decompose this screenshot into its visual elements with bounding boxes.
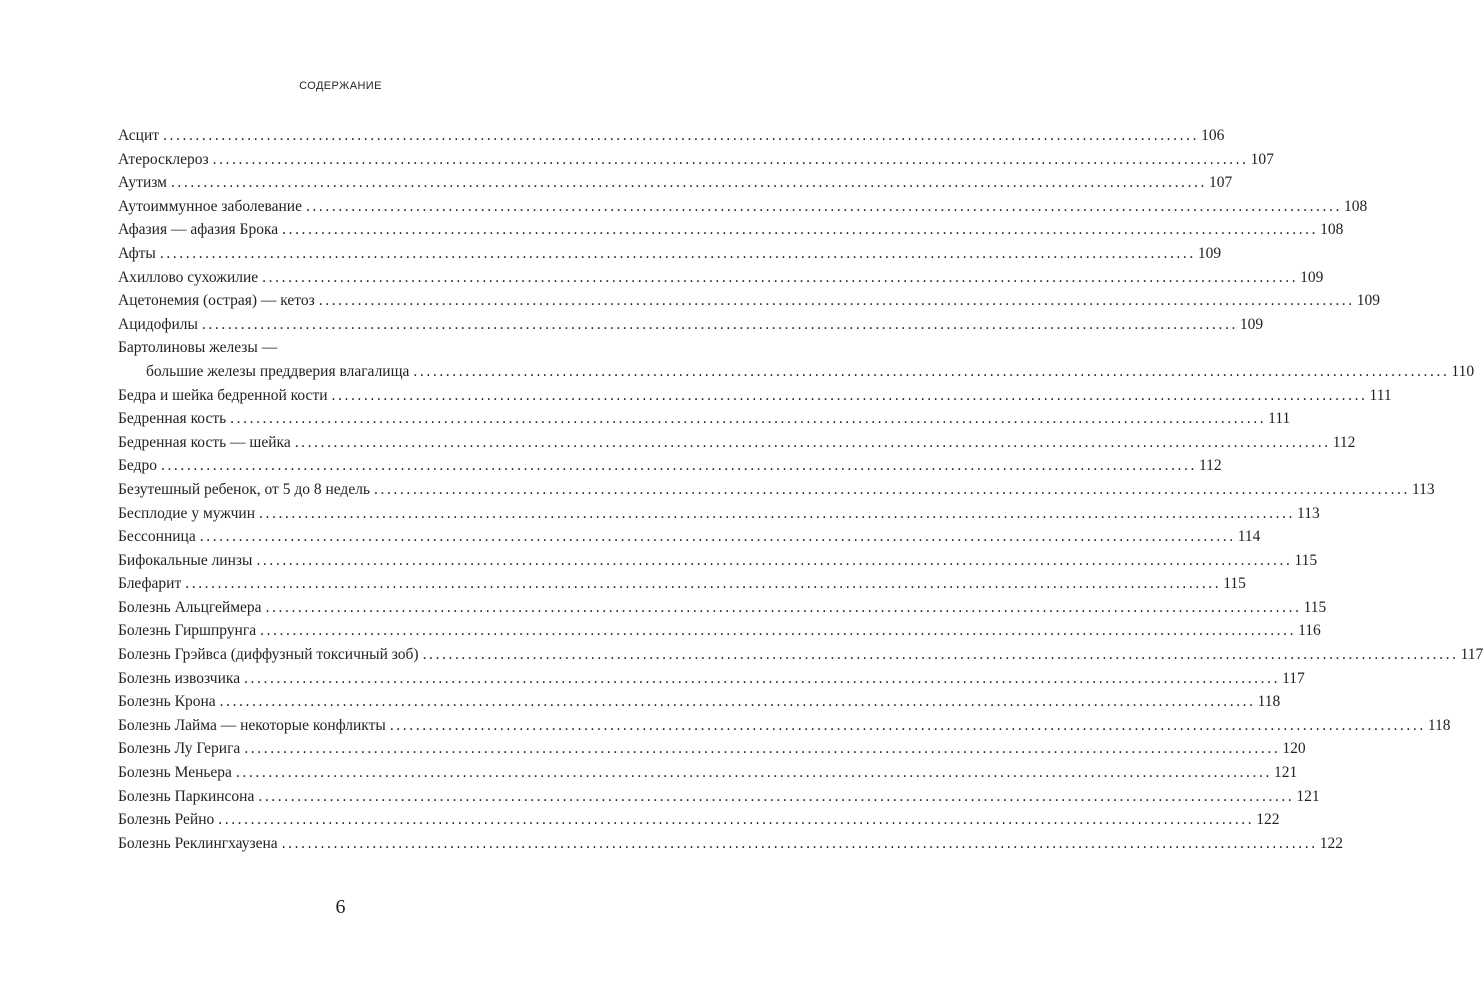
toc-entry-title: Болезнь Лу Герига	[118, 740, 241, 758]
toc-entry-title: Болезнь Гиршпрунга	[118, 622, 257, 640]
toc-line	[118, 596, 1327, 620]
toc-line	[118, 643, 1483, 667]
toc-entry	[118, 502, 1320, 526]
dot-leader: ................................................................................................................................................................	[305, 197, 1342, 215]
toc-entry-page: 117	[1282, 669, 1305, 687]
toc-entry-page: 121	[1273, 764, 1298, 782]
toc-entry	[118, 336, 1475, 383]
toc-entry-title: Ацидофилы	[118, 315, 198, 333]
toc-entry	[118, 785, 1320, 809]
dot-leader: ................................................................................................................................................................	[170, 174, 1207, 192]
toc-entry-page: 122	[1319, 834, 1343, 852]
dot-leader: ................................................................................................................................................................	[256, 551, 1293, 569]
toc-entry-page: 108	[1343, 197, 1368, 215]
toc-line	[118, 407, 1291, 431]
toc-entry	[118, 289, 1380, 313]
toc-entry-page: 112	[1198, 457, 1222, 475]
toc-entry	[118, 832, 1343, 856]
dot-leader: ................................................................................................................................................................	[218, 811, 1255, 829]
dot-leader: ................................................................................................................................................................	[219, 693, 1256, 711]
toc-entry	[118, 195, 1368, 219]
dot-leader: ................................................................................................................................................................	[163, 127, 1200, 144]
toc-line	[118, 171, 1233, 195]
toc-line	[118, 266, 1324, 290]
toc-entry	[118, 714, 1451, 738]
toc-entry-page: 120	[1282, 740, 1306, 758]
toc-entry-page: 108	[1320, 221, 1344, 239]
toc-entry	[118, 643, 1483, 667]
toc-entry	[118, 171, 1233, 195]
toc-entry-title: Бедро	[118, 457, 157, 475]
toc-line	[118, 289, 1380, 313]
toc-entry-title: Бедренная кость	[118, 410, 227, 428]
toc-line	[118, 549, 1318, 573]
toc-entry-page: 106	[1201, 127, 1225, 144]
table-of-contents	[118, 124, 1483, 855]
toc-entry-title: Безутешный ребенок, от 5 до 8 недель	[118, 480, 370, 498]
dot-leader: ................................................................................................................................................................	[422, 646, 1459, 664]
toc-line	[118, 313, 1264, 337]
toc-entry-title: Болезнь Крона	[118, 693, 216, 711]
dot-leader: ................................................................................................................................................................	[235, 764, 1272, 782]
toc-line	[118, 218, 1344, 242]
toc-entry-page: 110	[1451, 362, 1475, 380]
toc-entry-page: 118	[1257, 693, 1281, 711]
toc-entry-title: Болезнь извозчика	[118, 669, 241, 687]
toc-line	[118, 431, 1356, 455]
toc-line	[118, 242, 1222, 266]
toc-entry	[118, 431, 1356, 455]
toc-entry-title: Афты	[118, 244, 156, 262]
toc-entry-title: Блефарит	[118, 575, 182, 593]
toc-entry-title: Болезнь Лайма — некоторые конфликты	[118, 716, 386, 734]
dot-leader: ................................................................................................................................................................	[413, 362, 1450, 380]
toc-line	[118, 761, 1298, 785]
running-head-title: СОДЕРЖАНИЕ	[299, 80, 382, 92]
toc-entry	[118, 690, 1281, 714]
toc-line	[118, 832, 1343, 856]
toc-entry-page: 115	[1294, 551, 1318, 569]
toc-entry-page: 107	[1208, 174, 1233, 192]
toc-entry-title: Болезнь Меньера	[118, 764, 232, 782]
toc-entry	[118, 808, 1280, 832]
toc-line	[118, 714, 1451, 738]
dot-leader: ................................................................................................................................................................	[212, 150, 1249, 168]
toc-entry	[118, 549, 1318, 573]
toc-line	[118, 667, 1305, 691]
toc-entry-title: Болезнь Реклингхаузена	[118, 834, 278, 852]
dot-leader: ................................................................................................................................................................	[282, 221, 1319, 239]
dot-leader: ................................................................................................................................................................	[259, 504, 1296, 522]
toc-entry-title: Атеросклероз	[118, 150, 209, 168]
toc-entry-title: Афазия — афазия Брока	[118, 221, 279, 239]
toc-entry	[118, 572, 1246, 596]
toc-entry-title: Аутизм	[118, 174, 167, 192]
toc-entry-page: 118	[1427, 716, 1451, 734]
toc-entry-page: 109	[1197, 244, 1222, 262]
toc-line	[118, 737, 1306, 761]
toc-entry-title: Болезнь Паркинсона	[118, 787, 255, 805]
toc-entry-page: 109	[1356, 292, 1380, 310]
dot-leader: ................................................................................................................................................................	[185, 575, 1222, 593]
toc-entry-page: 113	[1297, 504, 1320, 522]
dot-leader: ................................................................................................................................................................	[199, 528, 1236, 546]
toc-entry	[118, 313, 1264, 337]
toc-entry-title: Болезнь Альцгеймера	[118, 598, 262, 616]
toc-line	[118, 619, 1321, 643]
toc-entry	[118, 124, 1225, 148]
toc-entry-page: 107	[1250, 150, 1274, 168]
dot-leader: ................................................................................................................................................................	[160, 457, 1197, 475]
dot-leader: ................................................................................................................................................................	[331, 386, 1368, 404]
dot-leader: ................................................................................................................................................................	[260, 622, 1297, 640]
toc-line	[118, 336, 608, 360]
toc-entry	[118, 218, 1344, 242]
toc-entry	[118, 454, 1222, 478]
toc-line	[118, 195, 1368, 219]
dot-leader: ................................................................................................................................................................	[281, 834, 1318, 852]
toc-entry	[118, 384, 1392, 408]
toc-entry-title: Ахиллово сухожилие	[118, 268, 259, 286]
dot-leader: ................................................................................................................................................................	[258, 787, 1295, 805]
toc-line	[118, 454, 1222, 478]
toc-entry-page: 113	[1412, 480, 1435, 498]
toc-entry-title: Бартолиновы железы —	[118, 339, 278, 357]
toc-entry	[118, 667, 1305, 691]
toc-entry	[118, 737, 1306, 761]
toc-entry-page: 115	[1303, 598, 1327, 616]
toc-entry-title: Бессонница	[118, 528, 196, 546]
toc-line	[118, 502, 1320, 526]
toc-entry-page: 116	[1298, 622, 1321, 640]
toc-entry	[118, 761, 1298, 785]
toc-entry	[118, 242, 1222, 266]
toc-entry-title: Бедра и шейка бедренной кости	[118, 386, 328, 404]
toc-line	[118, 808, 1280, 832]
toc-entry-page: 115	[1223, 575, 1246, 593]
toc-entry	[118, 525, 1261, 549]
toc-line	[118, 690, 1281, 714]
toc-line	[118, 148, 1274, 172]
dot-leader: ................................................................................................................................................................	[265, 598, 1302, 616]
toc-line	[118, 360, 1475, 384]
toc-entry-page: 114	[1237, 528, 1261, 546]
toc-entry-title: Асцит	[118, 127, 160, 144]
dot-leader: ................................................................................................................................................................	[244, 740, 1281, 758]
toc-entry-title: Ацетонемия (острая) — кетоз	[118, 292, 315, 310]
toc-entry	[118, 148, 1274, 172]
toc-entry	[118, 478, 1435, 502]
page-number: 6	[335, 896, 346, 918]
dot-leader: ................................................................................................................................................................	[244, 669, 1281, 687]
toc-entry-title: большие железы преддверия влагалища	[146, 362, 410, 380]
dot-leader: ................................................................................................................................................................	[374, 480, 1410, 498]
toc-entry-page: 122	[1256, 811, 1280, 829]
toc-entry-title: Болезнь Грэйвса (диффузный токсичный зоб)	[118, 646, 419, 664]
dot-leader: ................................................................................................................................................................	[318, 292, 1355, 310]
toc-line	[118, 572, 1246, 596]
toc-entry	[118, 596, 1327, 620]
toc-entry-page: 112	[1332, 433, 1356, 451]
toc-line	[118, 124, 1225, 148]
toc-entry	[118, 266, 1324, 290]
toc-entry-title: Аутоиммунное заболевание	[118, 197, 302, 215]
dot-leader: ................................................................................................................................................................	[389, 716, 1426, 734]
toc-entry-title: Болезнь Рейно	[118, 811, 215, 829]
toc-line	[118, 384, 1392, 408]
dot-leader: ................................................................................................................................................................	[159, 244, 1196, 262]
toc-entry-page: 109	[1300, 268, 1324, 286]
toc-entry	[118, 619, 1321, 643]
toc-entry	[118, 407, 1291, 431]
dot-leader: ................................................................................................................................................................	[294, 433, 1331, 451]
toc-entry-page: 109	[1239, 315, 1264, 333]
toc-entry-page: 111	[1268, 410, 1291, 428]
toc-entry-title: Бедренная кость — шейка	[118, 433, 291, 451]
toc-entry-page: 117	[1460, 646, 1483, 664]
dot-leader: ................................................................................................................................................................	[230, 410, 1267, 428]
toc-line	[118, 478, 1435, 502]
toc-entry-title: Бесплодие у мужчин	[118, 504, 256, 522]
toc-entry-page: 121	[1296, 787, 1320, 805]
toc-line	[118, 785, 1320, 809]
toc-line	[118, 525, 1261, 549]
toc-entry-page: 111	[1369, 386, 1392, 404]
toc-entry-title: Бифокальные линзы	[118, 551, 253, 569]
dot-leader: ................................................................................................................................................................	[262, 268, 1299, 286]
dot-leader: ................................................................................................................................................................	[201, 315, 1238, 333]
